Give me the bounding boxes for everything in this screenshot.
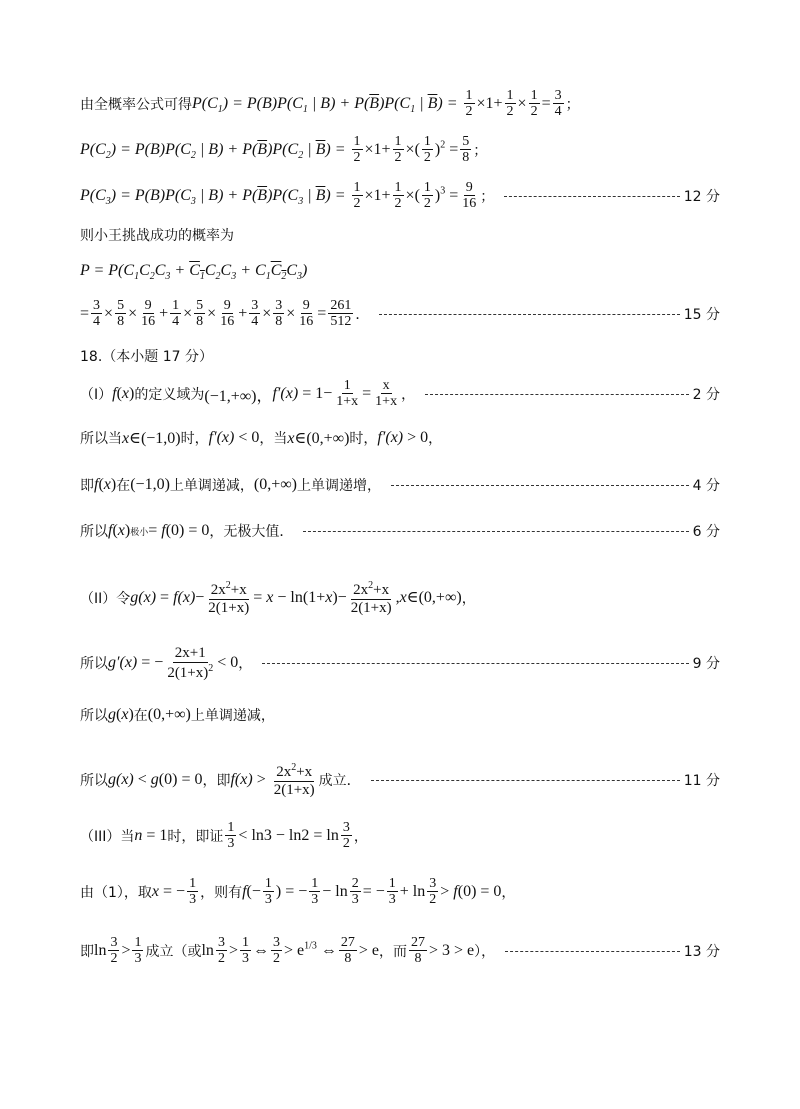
score-mark: 6 分 <box>692 524 720 540</box>
line-part3-n1: （III）当 n = 1 时，即证 $\frac{1}{3}$ < ln3 − ln2 = ln $\frac{3}{2}$ ， <box>80 820 368 852</box>
formula-p: $P = P(C_1C_2C_3 + C_1C_2C_3 + C_1C_2C_3)$ <box>80 262 308 283</box>
formula-g: g(x) = f(x)− $\frac{2x^2+x}{2(1+x)}$ = x − ln(1+x)− $\frac{2x^2+x}{2(1+x)}$ ,x∈(0,+∞) <box>130 580 462 616</box>
line-prob-c2: $P(C_2) = P(B)P(C_2$ | $B) + P(\overline{B})P(C_2$ | $\overline{B}$) = $\frac{1}{2}$ ×1+ $\frac{1}{2}$ ×( $\frac{1}{2}$ )$^2$ = $\frac{5}{8}$ ； <box>80 134 488 166</box>
line-part2-define-g: （II）令 g(x) = f(x)− $\frac{2x^2+x}{2(1+x)}$ = x − ln(1+x)− $\frac{2x^2+x}{2(1+x)}$ ,x∈(0,+∞) ， <box>80 580 476 616</box>
formula-domain: (−1,+∞)， <box>204 387 273 405</box>
line-total-prob-c1: 由全概率公式可得 $P(C_1) = P(B)P(C_1$ | $B) + P(\overline{B})P(C_1$ | $\overline{B}$) = $\frac{1}{2}$ ×1+ $\frac{1}{2}$ × $\frac{1}{2}$ = $\frac{3}{4}$ ； <box>80 88 580 120</box>
dash-leader <box>371 780 680 781</box>
line-p-expression <box>80 262 720 282</box>
line-part1-domain: （I） f ( x ) 的定义域为 (−1,+∞)， f′(x) = 1− $\frac{1}{1+x}$ = $\frac{x}{1+x}$ ， 2 分 <box>80 378 720 410</box>
line-take-x: 由（1），取 x = − $\frac{1}{3}$ ，则有 f(− $\frac{1}{3}$ ) = − $\frac{1}{3}$ − ln $\frac{2}{3}$ = − $\frac{1}{3}$ + ln $\frac{3}{2}$ > f(0) = 0 ， <box>80 876 516 908</box>
line-p-result: = $\frac{3}{4}$ × $\frac{5}{8}$ × $\frac{9}{16}$ + $\frac{1}{4}$ × $\frac{5}{8}$ × $\frac{9}{16}$ + $\frac{3}{4}$ × $\frac{3}{8}$ × $\frac{9}{16}$ = $\frac{261}{512}$ ． 15 分 <box>80 298 720 330</box>
line-monotonicity: 即 f(x) 在 (−1,0) 上单调递减， (0,+∞) 上单调递增， 4 分 <box>80 476 720 494</box>
line-extremum: 所以 f(x) 极小 = f(0) = 0 ，无极大值． 6 分 <box>80 522 720 540</box>
dash-leader <box>504 196 679 197</box>
score-mark: 15 分 <box>683 307 720 324</box>
score-mark: 2 分 <box>692 387 720 404</box>
line-problem-18-heading <box>80 346 720 366</box>
score-mark: 11 分 <box>683 773 720 790</box>
formula-pc3: $P(C_3) = P(B)P(C_3$ | $B) + P(\overline{B})P(C_3$ | $\overline{B}$) = $\frac{1}{2}$ ×1+ $\frac{1}{2}$ ×( $\frac{1}{2}$ )$^3$ = $\frac{9}{16}$ <box>80 180 477 212</box>
line-inequality-holds: 所以 g(x) < g(0) = 0 ，即 f(x) > $\frac{2x^2+x}{2(1+x)}$ 成立． 11 分 <box>80 762 720 798</box>
dash-leader <box>505 951 680 952</box>
line-prob-c3: $P(C_3) = P(B)P(C_3$ | $B) + P(\overline{B})P(C_3$ | $\overline{B}$) = $\frac{1}{2}$ ×1+ $\frac{1}{2}$ ×( $\frac{1}{2}$ )$^3$ = $\frac{9}{16}$ ； 12 分 <box>80 180 720 212</box>
formula-p-value: = $\frac{3}{4}$ × $\frac{5}{8}$ × $\frac{9}{16}$ + $\frac{1}{4}$ × $\frac{5}{8}$ × $\frac{9}{16}$ + $\frac{3}{4}$ × $\frac{3}{8}$ × $\frac{9}{16}$ = $\frac{261}{512}$ <box>80 298 352 330</box>
dash-leader <box>425 394 689 395</box>
dash-leader <box>391 485 689 486</box>
line-derivative-sign: 所以当 x∈(−1,0) 时， f′(x) < 0 ，当 x∈(0,+∞) 时， f′(x) > 0 ， <box>80 429 443 447</box>
score-mark: 12 分 <box>683 189 720 206</box>
dash-leader <box>303 531 688 532</box>
score-mark: 13 分 <box>683 944 720 961</box>
formula-pc2: $P(C_2) = P(B)P(C_2$ | $B) + P(\overline{B})P(C_2$ | $\overline{B}$) = $\frac{1}{2}$ ×1+ $\frac{1}{2}$ ×( $\frac{1}{2}$ )$^2$ = $\frac{5}{8}$ <box>80 134 470 166</box>
formula-pc1: $P(C_1) = P(B)P(C_1$ | $B) + P(\overline{B})P(C_1$ | $\overline{B}$) = $\frac{1}{2}$ ×1+ $\frac{1}{2}$ × $\frac{1}{2}$ = $\frac{3}{4}$ <box>192 88 562 120</box>
line-success-intro: 则小王挑战成功的概率为 <box>80 228 234 244</box>
line-g-derivative: 所以 g′(x) = − $\frac{2x+1}{2(1+x)^2}$ < 0 ， 9 分 <box>80 645 720 681</box>
formula-g-prime: g′(x) = − $\frac{2x+1}{2(1+x)^2}$ < 0 <box>108 645 239 681</box>
problem-heading: 18.（本小题 17 分） <box>80 349 213 365</box>
score-mark: 4 分 <box>692 478 720 494</box>
dash-leader <box>379 314 679 315</box>
formula-derivative: f′(x) = 1− $\frac{1}{1+x}$ = $\frac{x}{1+x}$ <box>272 378 398 410</box>
dash-leader <box>262 663 688 664</box>
score-mark: 9 分 <box>692 656 720 673</box>
line-conclusion: 即 ln $\frac{3}{2}$ > $\frac{1}{3}$ 成立（或 ln $\frac{3}{2}$ > $\frac{1}{3}$ ⇔ $\frac{3}{2}$ > $e^{1/3}$ ⇔ $\frac{27}{8}$ > e ，而 $\frac{27}{8}$ > 3 > e ）， 13 分 <box>80 935 720 967</box>
line-g-monotone: 所以 g(x) 在 (0,+∞) 上单调递减， <box>80 706 275 724</box>
text-intro: 由全概率公式可得 <box>80 97 192 114</box>
